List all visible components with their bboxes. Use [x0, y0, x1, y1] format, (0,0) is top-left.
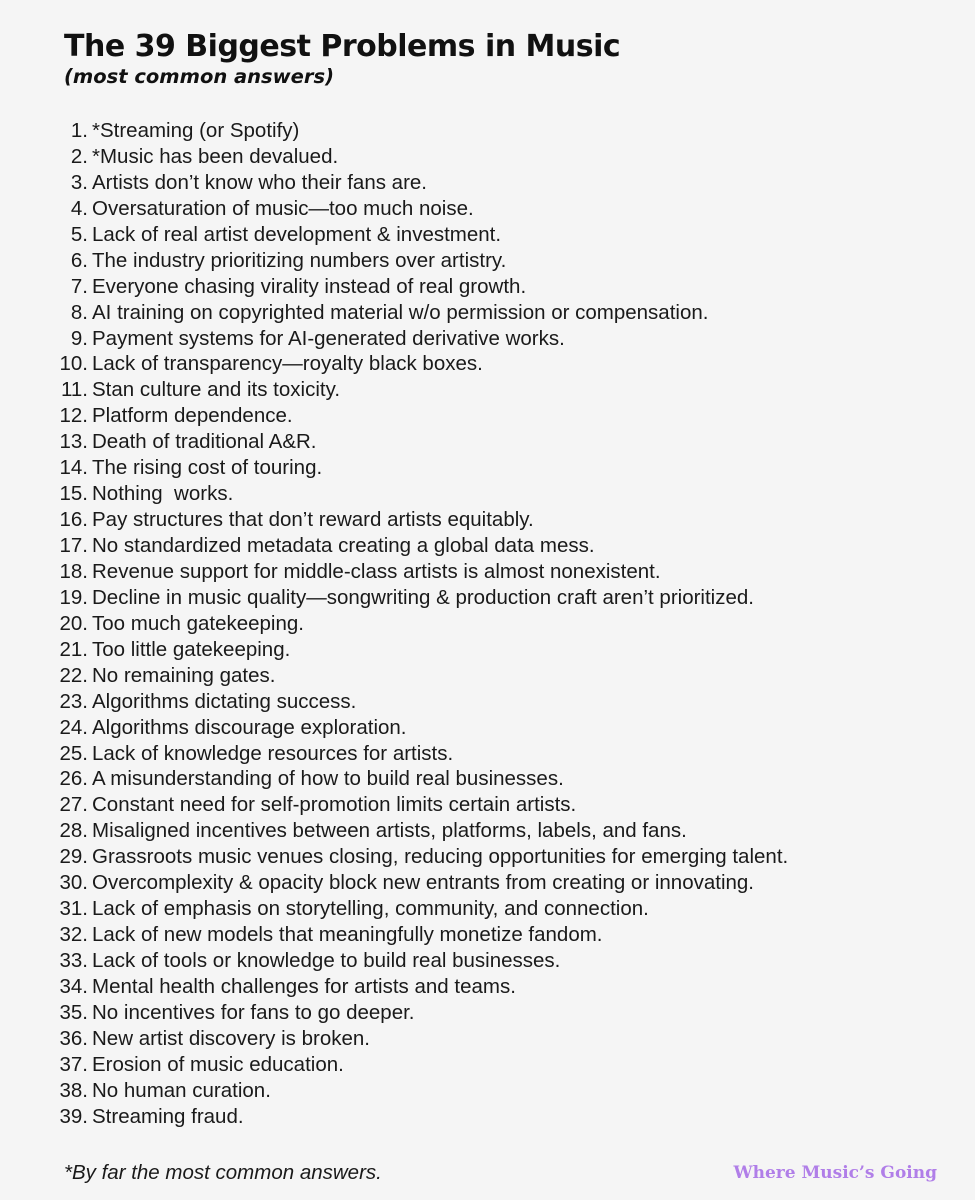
list-item — [0, 1052, 788, 1078]
list-item-text: Erosion of music education. — [92, 1052, 344, 1076]
list-item-text: Oversaturation of music—too much noise. — [92, 196, 474, 220]
list-item-text: A misunderstanding of how to build real businesses. — [92, 767, 564, 791]
list-item — [0, 403, 788, 429]
list-item-number: 2. — [70, 144, 88, 168]
list-item-number: 19. — [59, 585, 88, 609]
list-item — [0, 974, 788, 1000]
list-item-number: 13. — [59, 430, 88, 454]
list-item-text: Everyone chasing virality instead of real growth. — [92, 274, 527, 298]
list-item-number: 12. — [59, 404, 88, 428]
list-item — [0, 818, 788, 844]
list-item — [0, 351, 788, 377]
list-item-text: Streaming fraud. — [92, 1104, 244, 1128]
list-item-text: Payment systems for AI-generated derivative works. — [92, 326, 565, 350]
list-item-text: No remaining gates. — [92, 663, 276, 687]
list-item-text: Death of traditional A&R. — [92, 430, 317, 454]
list-item-text: Pay structures that don’t reward artists equitably. — [92, 508, 534, 532]
list-item — [0, 481, 788, 507]
list-item-text: Artists don’t know who their fans are. — [92, 170, 427, 194]
list-item-text: The industry prioritizing numbers over artistry. — [92, 248, 507, 272]
list-item-number: 32. — [59, 923, 88, 947]
list-item-text: New artist discovery is broken. — [92, 1026, 370, 1050]
list-item-number: 25. — [59, 741, 88, 765]
list-item-text: Grassroots music venues closing, reducing opportunities for emerging talent. — [92, 845, 789, 869]
list-item — [0, 896, 788, 922]
list-item — [0, 559, 788, 585]
list-item-text: Algorithms discourage exploration. — [92, 715, 407, 739]
list-item — [0, 377, 788, 403]
list-item-number: 20. — [59, 611, 88, 635]
list-item-number: 4. — [70, 196, 88, 220]
list-item-number: 24. — [59, 715, 88, 739]
list-item — [0, 455, 788, 481]
page-subtitle: (most common answers) — [64, 65, 335, 88]
page-title: The 39 Biggest Problems in Music — [64, 29, 621, 64]
list-item — [0, 507, 788, 533]
list-item-text: No standardized metadata creating a global data mess. — [92, 534, 595, 557]
list-item — [0, 222, 788, 248]
list-item-text: No human curation. — [92, 1078, 271, 1102]
list-item-text: Lack of new models that meaningfully monetize fandom. — [92, 923, 603, 947]
list-item-number: 34. — [59, 974, 88, 998]
list-item-text: Misaligned incentives between artists, platforms, labels, and fans. — [92, 819, 687, 843]
list-item — [0, 870, 788, 896]
list-item-text: Algorithms dictating success. — [92, 689, 357, 713]
list-item-text: Stan culture and its toxicity. — [92, 378, 341, 402]
brand-logo: Where Music’s Going — [733, 1163, 937, 1183]
list-item-number: 18. — [59, 559, 88, 583]
list-item-text: Too little gatekeeping. — [92, 637, 291, 661]
list-item-number: 35. — [59, 1000, 88, 1024]
list-item-number: 15. — [59, 482, 88, 506]
list-item-text: Lack of knowledge resources for artists. — [92, 741, 454, 765]
list-item — [0, 326, 788, 352]
list-item-number: 16. — [59, 508, 88, 532]
list-item-number: 39. — [59, 1104, 88, 1128]
list-item-text: Nothing works. — [92, 482, 234, 506]
list-item-text: The rising cost of touring. — [92, 456, 323, 480]
list-item-number: 23. — [59, 689, 88, 713]
list-item-number: 30. — [59, 871, 88, 895]
list-item-number: 3. — [70, 170, 88, 194]
problem-list — [0, 118, 788, 1130]
list-item-text: *Streaming (or Spotify) — [92, 119, 300, 142]
list-item-text: Platform dependence. — [92, 404, 293, 428]
list-item — [0, 715, 788, 741]
list-item-text: Revenue support for middle-class artists is almost nonexistent. — [92, 559, 661, 583]
list-item — [0, 144, 788, 170]
list-item — [0, 1000, 788, 1026]
footnote: *By far the most common answers. — [64, 1161, 382, 1184]
list-item-number: 8. — [70, 300, 88, 324]
list-item — [0, 118, 788, 144]
list-item — [0, 585, 788, 611]
list-item-number: 31. — [59, 897, 88, 921]
list-item — [0, 300, 788, 326]
list-item — [0, 196, 788, 222]
list-item — [0, 741, 788, 767]
list-item-text: Overcomplexity & opacity block new entrants from creating or innovating. — [92, 871, 754, 895]
list-item — [0, 533, 788, 559]
list-item-number: 7. — [70, 274, 88, 298]
list-item-number: 14. — [59, 456, 88, 480]
list-item-text: Lack of real artist development & investment. — [92, 222, 502, 246]
list-item — [0, 1104, 788, 1130]
list-item-number: 22. — [59, 663, 88, 687]
list-item — [0, 1078, 788, 1104]
list-item-number: 5. — [70, 222, 88, 246]
list-item — [0, 792, 788, 818]
list-item-number: 26. — [59, 767, 88, 791]
list-item-text: No incentives for fans to go deeper. — [92, 1000, 415, 1024]
list-item-number: 28. — [59, 819, 88, 843]
list-item — [0, 844, 788, 870]
list-item-number: 10. — [59, 352, 88, 376]
list-item — [0, 948, 788, 974]
list-item-text: Lack of emphasis on storytelling, community, and connection. — [92, 897, 649, 921]
list-item-number: 38. — [59, 1078, 88, 1102]
list-item — [0, 611, 788, 637]
list-item — [0, 689, 788, 715]
list-item-text: Mental health challenges for artists and teams. — [92, 974, 516, 998]
list-item — [0, 922, 788, 948]
list-item-number: 21. — [59, 637, 88, 661]
list-item-number: 37. — [59, 1052, 88, 1076]
list-item — [0, 170, 788, 196]
list-item-text: Constant need for self-promotion limits certain artists. — [92, 793, 577, 817]
list-item-number: 9. — [70, 326, 88, 350]
list-item — [0, 766, 788, 792]
list-item-number: 11. — [61, 378, 88, 402]
list-item — [0, 637, 788, 663]
list-item-text: AI training on copyrighted material w/o permission or compensation. — [92, 300, 709, 324]
list-item — [0, 663, 788, 689]
list-item-number: 6. — [70, 248, 88, 272]
list-item-number: 29. — [59, 845, 88, 869]
list-item-text: Decline in music quality—songwriting & production craft aren’t prioritized. — [92, 585, 754, 609]
list-item-number: 36. — [59, 1026, 88, 1050]
list-item-text: Lack of tools or knowledge to build real businesses. — [92, 949, 561, 972]
list-item — [0, 274, 788, 300]
list-item-text: Lack of transparency—royalty black boxes. — [92, 352, 483, 376]
list-item — [0, 1026, 788, 1052]
list-item-text: *Music has been devalued. — [92, 144, 339, 168]
list-item-number: 27. — [59, 793, 88, 817]
list-item-number: 1. — [70, 119, 88, 142]
list-item-number: 17. — [59, 534, 88, 557]
list-item — [0, 429, 788, 455]
list-item-text: Too much gatekeeping. — [92, 611, 304, 635]
list-item-number: 33. — [59, 949, 88, 972]
list-item — [0, 248, 788, 274]
